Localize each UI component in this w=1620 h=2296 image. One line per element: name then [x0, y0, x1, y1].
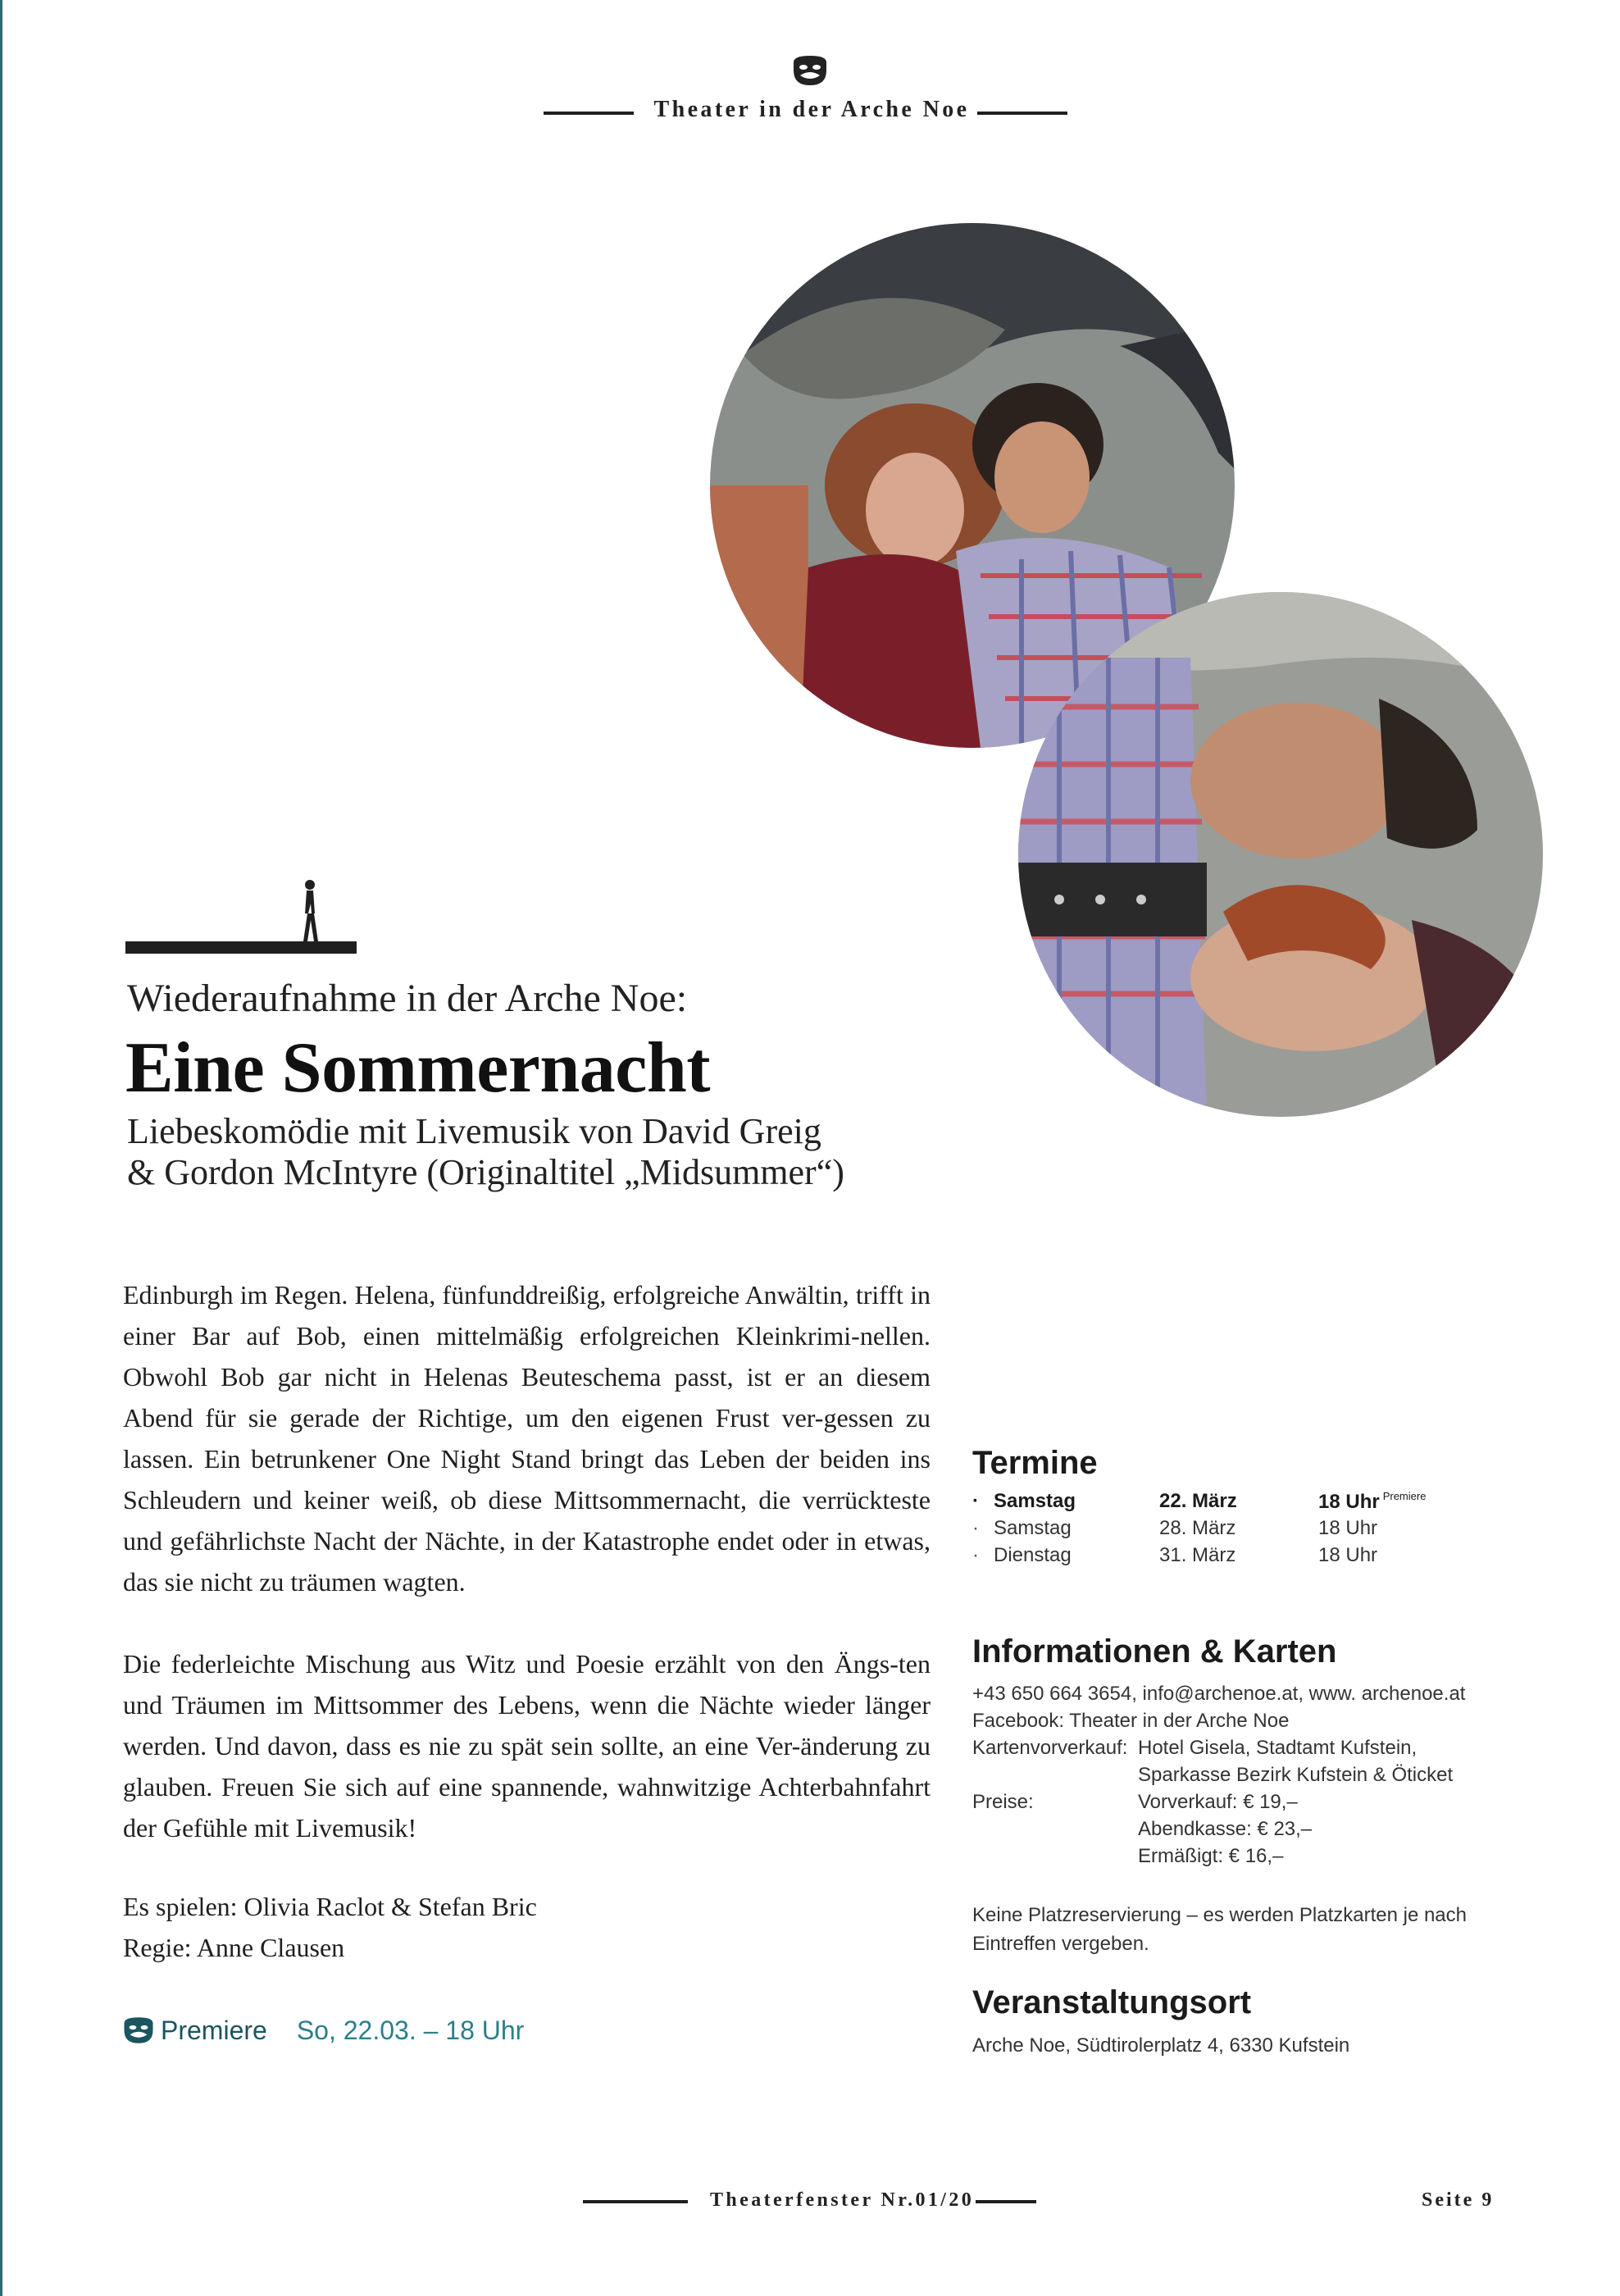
- termine-row: · Dienstag 31. März 18 Uhr: [972, 1544, 1378, 1566]
- walking-person-icon: [295, 879, 325, 943]
- termine-section: [972, 1445, 1426, 1571]
- facebook-line: Facebook: Theater in der Arche Noe: [972, 1710, 1290, 1732]
- header-title: Theater in der Arche Noe: [653, 97, 970, 122]
- footer-rule-left: [583, 2200, 688, 2203]
- info-section: [972, 1633, 1497, 1870]
- premiere-info: [121, 2013, 524, 2048]
- theater-masks-icon: [790, 51, 830, 90]
- subtitle-line-2: & Gordon McIntyre (Originaltitel „Midsummer“): [127, 1152, 844, 1192]
- termine-row: · Samstag 22. März 18 Uhr $^{Premiere}$: [972, 1490, 1427, 1513]
- footer-rule-right: [976, 2200, 1036, 2203]
- header-rule-left: [544, 112, 634, 115]
- preise-value: Vorverkauf: € 19,– Abendkasse: € 23,– Ermäßigt: € 16,–: [1138, 1791, 1313, 1867]
- page-edge-line: [0, 0, 2, 2296]
- info-lines: [972, 1680, 1497, 1870]
- photo-couple-lying-with-guitar: [1018, 592, 1543, 1117]
- page-number: Seite 9: [1422, 2189, 1495, 2211]
- article-title: Eine Sommernacht: [125, 1028, 711, 1108]
- info-heading: Informationen & Karten: [972, 1633, 1337, 1670]
- footer-title: Theaterfenster Nr.01/20: [710, 2189, 975, 2211]
- subtitle-line-1: Liebeskomödie mit Livemusik von David Greig: [127, 1111, 821, 1151]
- header-rule-right: [977, 112, 1067, 115]
- divider-bar: [125, 941, 357, 954]
- termine-table: [972, 1490, 1426, 1571]
- article-kicker: Wiederaufnahme in der Arche Noe:: [127, 977, 688, 1020]
- reservation-note: Keine Platzreservierung – es werden Platzkarten je nach Eintreffen vergeben.: [972, 1904, 1467, 1955]
- cast-line: Es spielen: Olivia Raclot & Stefan Bric: [123, 1892, 537, 1921]
- termine-row: · Samstag 28. März 18 Uhr: [972, 1517, 1378, 1539]
- director-line: Regie: Anne Clausen: [123, 1933, 345, 1962]
- theater-masks-icon: [121, 2013, 156, 2048]
- premiere-date: So, 22.03. – 18 Uhr: [296, 2015, 525, 2045]
- credits: [123, 1886, 537, 1968]
- vvk-label: Kartenvorverkauf:: [972, 1737, 1128, 1759]
- venue-address: Arche Noe, Südtirolerplatz 4, 6330 Kufstein: [972, 2034, 1350, 2057]
- contact-line: +43 650 664 3654, info@archenoe.at, www. archenoe.at: [972, 1683, 1466, 1705]
- vvk-value: Hotel Gisela, Stadtamt Kufstein, Sparkasse Bezirk Kufstein & Öticket: [1138, 1737, 1454, 1786]
- preise-label: Preise:: [972, 1791, 1034, 1813]
- article-subtitle: [127, 1111, 844, 1193]
- termine-heading: Termine: [972, 1445, 1098, 1481]
- vvk-row: [972, 1734, 1497, 1788]
- article-paragraph-1: Edinburgh im Regen. Helena, fünfunddreißig, erfolgreiche Anwältin, trifft in einer Bar auf Bob, einen mittelmäßig erfolgreichen Kleinkrimi-nellen. Obwohl Bob gar nicht in Helenas Beuteschema passt, ist er an diesem Abend für sie gerade der Richtige, um den eigenen Frust ver-gessen zu lassen. Ein betrunkener One Night Stand bringt das Leben der beiden ins Schleudern und keiner weiß, ob diese Mittsommernacht, die verrückteste und gefährlichste Nacht der Nächte, in der Katastrophe endet oder in etwas, das sie nicht zu träumen wagten.: [123, 1280, 931, 1597]
- article-paragraph-2: Die federleichte Mischung aus Witz und Poesie erzählt von den Ängs-ten und Träumen im Mittsommer des Lebens, wenn die Nächte wieder länger werden. Und davon, dass es nie zu spät sein sollte, an eine Ver-änderung zu glauben. Freuen Sie sich auf eine spannende, wahnwitzige Achterbahnfahrt der Gefühle mit Livemusik!: [123, 1649, 931, 1843]
- premiere-label: Premiere: [161, 2015, 267, 2045]
- venue-section: [972, 1984, 1349, 2060]
- premiere-mark: Premiere: [1382, 1490, 1427, 1502]
- preise-row: [972, 1788, 1497, 1870]
- venue-heading: Veranstaltungsort: [972, 1984, 1252, 2020]
